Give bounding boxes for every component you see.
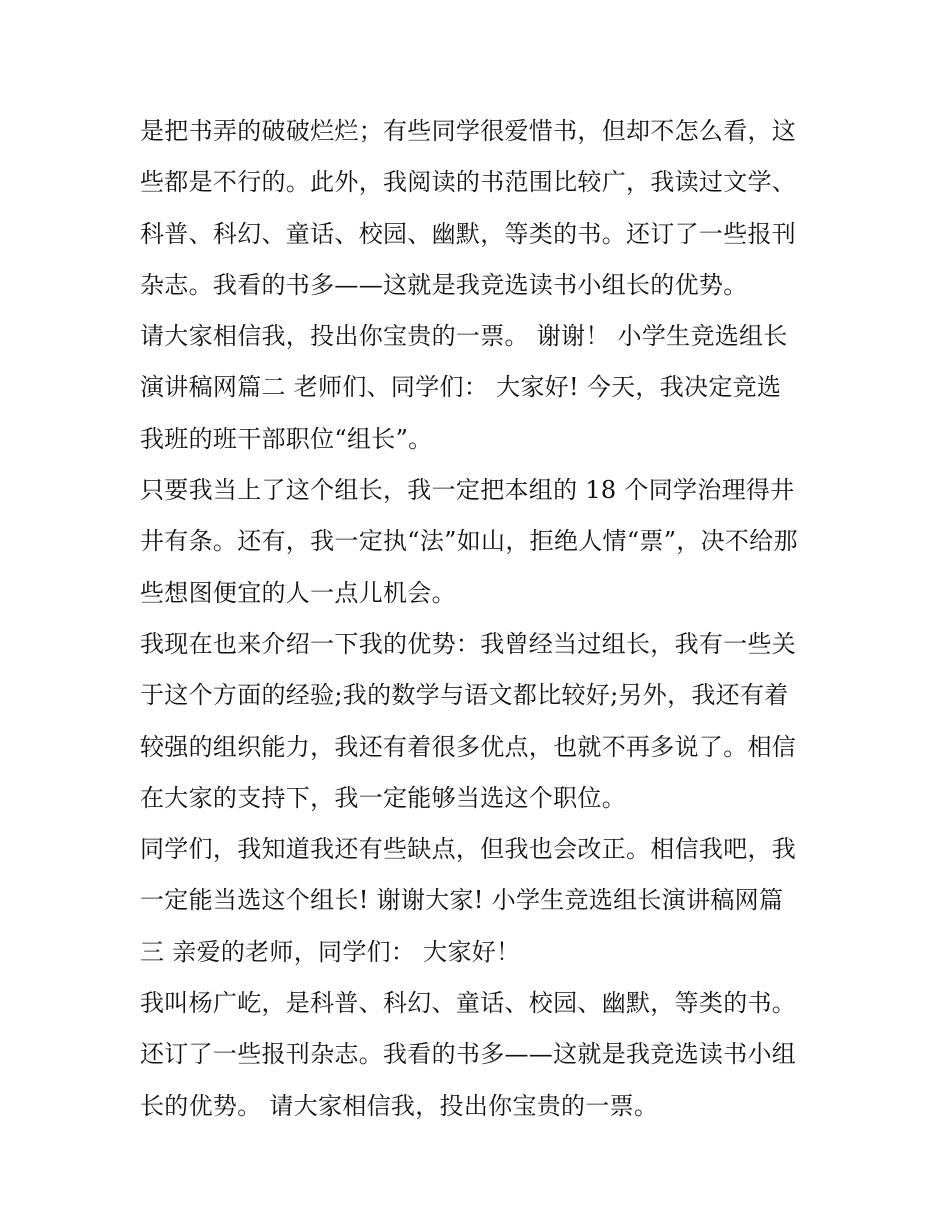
text-line-3: 科普、科幻、童话、校园、幽默，等类的书。还订了一些报刊 [140, 219, 797, 248]
document-body [140, 106, 815, 1132]
text-line-19: 还订了一些报刊杂志。我看的书多——这就是我竞选读书小组 [140, 1040, 797, 1069]
text-line-18: 我叫杨广屹，是科普、科幻、童话、校园、幽默，等类的书。 [140, 989, 797, 1018]
text-line-7: 我班的班干部职位“组长”。 [140, 424, 433, 453]
text-line-16: 一定能当选这个组长! 谢谢大家! 小学生竞选组长演讲稿网篇 [140, 886, 784, 915]
text-line-15: 同学们，我知道我还有些缺点，但我也会改正。相信我吧，我 [140, 835, 797, 864]
text-line-12: 于这个方面的经验;我的数学与语文都比较好;另外，我还有着 [140, 681, 789, 710]
text-line-1: 是把书弄的破破烂烂；有些同学很爱惜书，但却不怎么看，这 [140, 117, 797, 145]
text-line-2: 些都是不行的。此外，我阅读的书范围比较广，我读过文学、 [140, 168, 797, 197]
text-line-20: 长的优势。 请大家相信我，投出你宝贵的一票。 [140, 1091, 659, 1120]
text-line-13: 较强的组织能力，我还有着很多优点，也就不再多说了。相信 [140, 732, 797, 761]
text-line-17: 三 亲爱的老师，同学们： 大家好！ [140, 937, 521, 966]
text-line-4: 杂志。我看的书多——这就是我竞选读书小组长的优势。 [140, 270, 748, 299]
text-line-9: 井有条。还有，我一定执“法”如山，拒绝人情“票”，决不给那 [140, 527, 798, 556]
text-line-10: 些想图便宜的人一点儿机会。 [140, 578, 456, 607]
text-line-11: 我现在也来介绍一下我的优势：我曾经当过组长，我有一些关 [140, 629, 797, 658]
text-line-6: 演讲稿网篇二 老师们、同学们： 大家好! 今天，我决定竞选 [140, 373, 782, 402]
text-line-5: 请大家相信我，投出你宝贵的一票。 谢谢！ 小学生竞选组长 [140, 322, 788, 351]
text-line-8: 只要我当上了这个组长，我一定把本组的 18 个同学治理得井 [140, 476, 795, 505]
text-line-14: 在大家的支持下，我一定能够当选这个职位。 [140, 783, 626, 812]
